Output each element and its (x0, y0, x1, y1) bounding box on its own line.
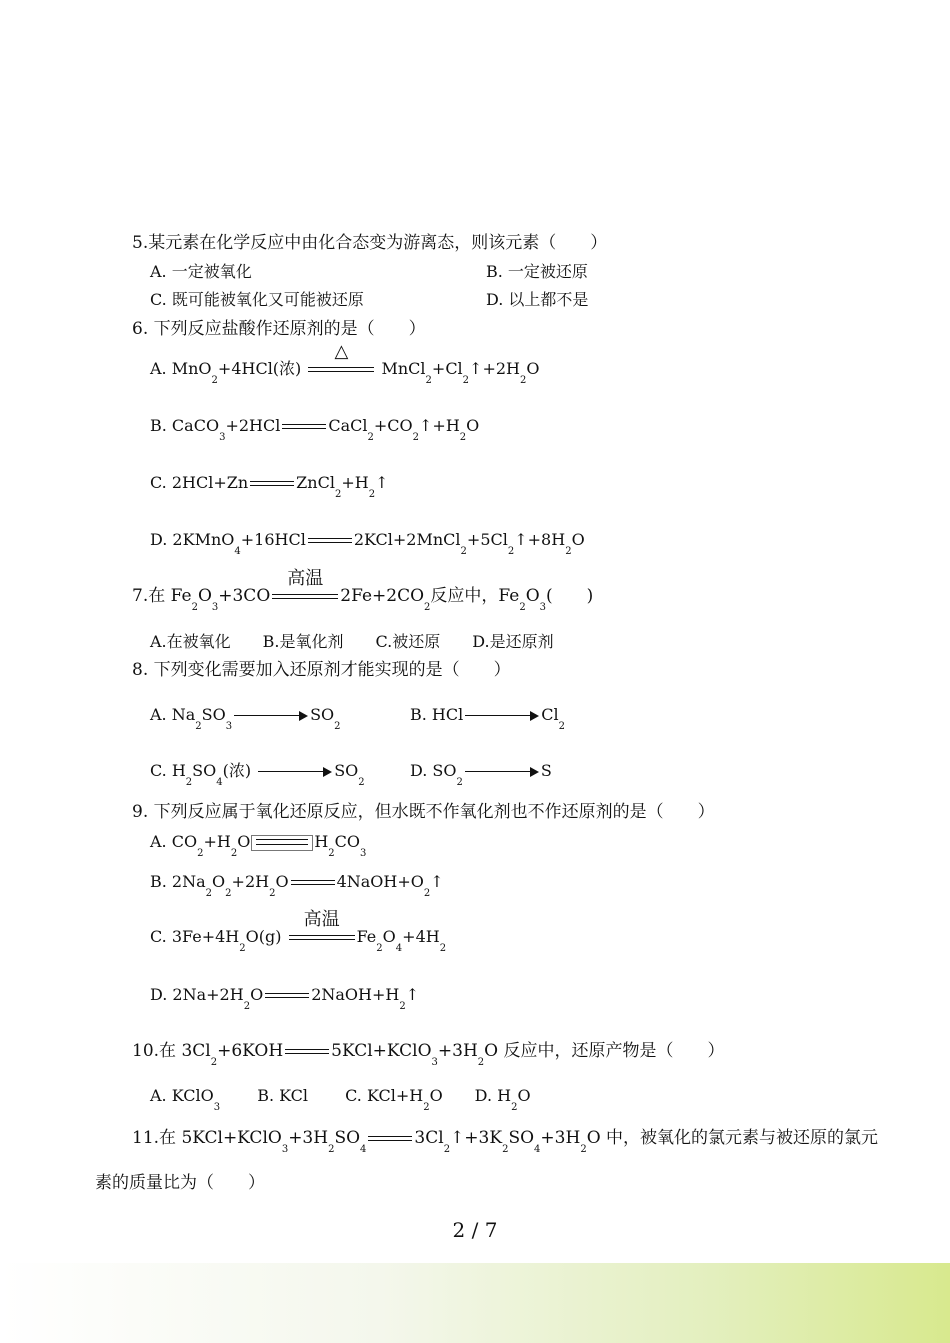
arrow-icon (258, 767, 332, 777)
q5-option-a: A. 一定被氧化 (150, 262, 252, 281)
equals-sign (282, 423, 326, 431)
equals-sign (250, 480, 294, 488)
q6-option-a: A. MnO$_2$+4HCl(浓) △ $MnCl_2+Cl_2↑+2H_2O$ (150, 340, 540, 386)
q9-stem: 9. 下列反应属于氧化还原反应，但水既不作氧化剂也不作还原剂的是（ ） (132, 802, 715, 822)
q10-options: A. KClO$_3$ B. KCl C. $KCl+H_2O$ D. $H_2O$ (150, 1086, 531, 1113)
equals-sign (265, 992, 309, 1000)
q7-stem: 7.在 $Fe_2O_3+3CO$ 高温 $2Fe+2CO_2$反应中，$Fe_2O_3$( ) (132, 567, 594, 613)
equals-sign (285, 1048, 329, 1056)
equals-sign: 高温 (289, 934, 355, 942)
q9-option-c: C. $3Fe+4H_2O(g)$ 高温 $Fe_2O_4+4H_2$ (150, 908, 447, 954)
q9-option-d: D. $2Na+2H_2O$ $2NaOH+H_2↑$ (150, 985, 420, 1012)
decorative-band (0, 1263, 950, 1343)
equals-sign (291, 879, 335, 887)
arrow-icon (234, 711, 308, 721)
arrow-icon (465, 767, 539, 777)
q6-option-d: D. 2KMnO$_4$+16HCl $2KCl+2MnCl_2+5Cl_2↑+8H_2O$ (150, 530, 585, 557)
q9-option-a: A. $CO_2+H_2O$ $H_2CO_3$ (150, 832, 367, 859)
q8-stem: 8. 下列变化需要加入还原剂才能实现的是（ ） (132, 660, 511, 680)
equals-sign (308, 537, 352, 545)
equals-sign (368, 1135, 412, 1143)
q8-option-a: A. $Na_2SO_3SO_2$ (150, 705, 341, 732)
equals-sign: 高温 (272, 593, 338, 601)
q5-option-d: D. 以上都不是 (486, 290, 589, 309)
q6-option-c: C. 2HCl+Zn $ZnCl_2+H_2↑$ (150, 473, 389, 500)
q6-stem: 6. 下列反应盐酸作还原剂的是（ ） (132, 319, 426, 339)
page-number: 2 / 7 (452, 1218, 498, 1242)
q8-option-d: D. $SO_2S$ (410, 761, 552, 788)
q10-stem: 10.在 $3Cl_2+6KOH$ $5KCl+KClO_3+3H_2O$ 反应中，还原产物是（ ） (132, 1041, 725, 1068)
q5-option-c: C. 既可能被氧化又可能被还原 (150, 290, 364, 309)
q8-option-c: C. $H_2SO_4$(浓) $SO_2$ (150, 761, 365, 788)
q8-option-b: B. HCl $Cl_2$ (410, 705, 565, 732)
arrow-icon (465, 711, 539, 721)
q9-option-b: B. $2Na_2O_2+2H_2O$ $4NaOH+O_2↑$ (150, 872, 444, 899)
reversible-arrow-icon (251, 835, 313, 851)
q7-options: A.在被氧化 B.是氧化剂 C.被还原 D.是还原剂 (150, 632, 554, 651)
q11-stem-continued: 素的质量比为（ ） (95, 1173, 265, 1193)
q5-option-b: B. 一定被还原 (486, 262, 588, 281)
q11-stem: 11.在 $5KCl+KClO_3+3H_2SO_43Cl_2↑+3K_2SO_4+3H_2O$ 中，被氧化的氯元素与被还原的氯元 (132, 1128, 879, 1155)
q5-stem: 5.某元素在化学反应中由化合态变为游离态，则该元素（ ） (132, 233, 608, 253)
equals-sign: △ (308, 366, 374, 374)
q6-option-b: B. CaCO$_3$+2HCl $CaCl_2+CO_2↑+H_2O$ (150, 416, 480, 443)
